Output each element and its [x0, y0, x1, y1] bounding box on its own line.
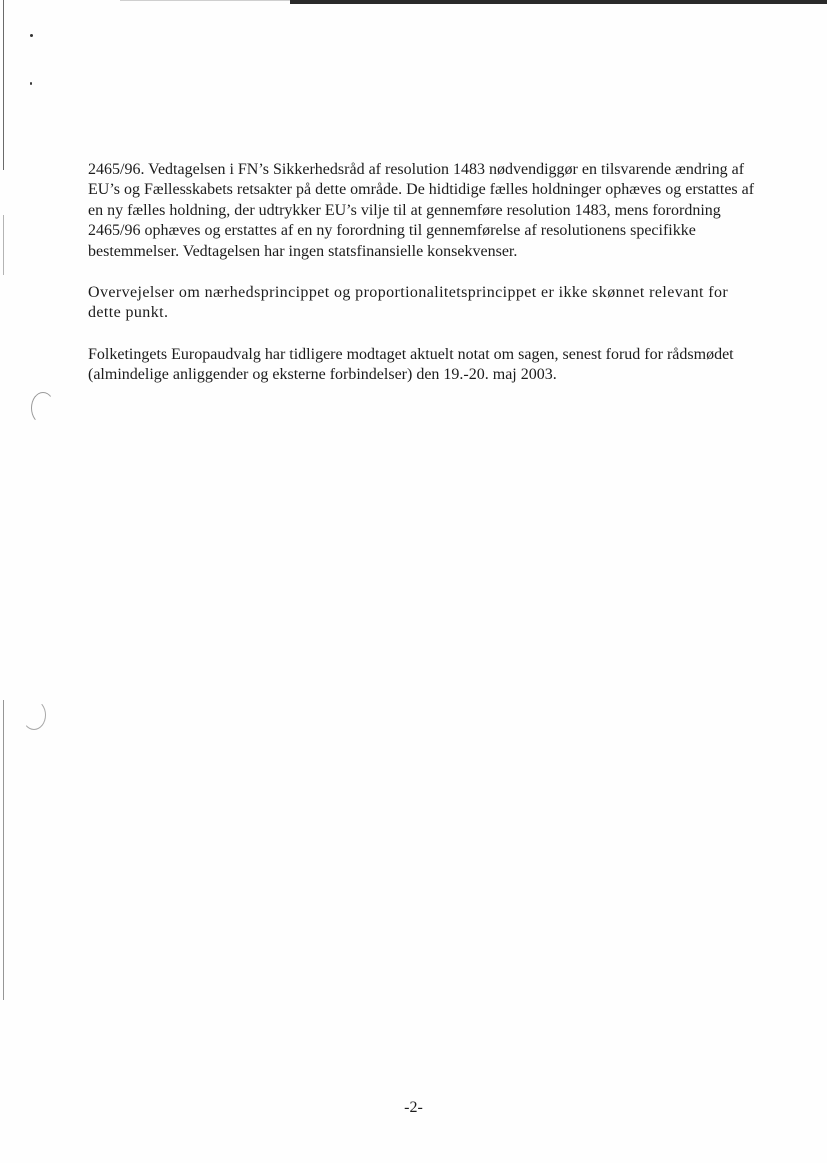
- punch-hole-mark: [31, 392, 55, 424]
- scan-artifact-top-rule: [290, 0, 827, 4]
- scan-artifact-dot: [30, 82, 32, 85]
- scan-artifact-left-edge: [3, 700, 4, 1000]
- document-body: [88, 160, 758, 386]
- paragraph-subsidiarity: Overvejelser om nærhedsprincippet og proportionalitetsprincippet er ikke skønnet relevant for dette punkt.: [88, 284, 729, 322]
- paragraph-resolution: 2465/96. Vedtagelsen i FN’s Sikkerhedsråd af resolution 1483 nødvendiggør en tilsvarende ændring af EU’s og Fællesskabets retsakter på dette område. De hidtidige fælles holdninger ophæves og erstattes af en ny fælles holdning, der udtrykker EU’s vilje til at gennemføre resolution 1483, mens forordning 2465/96 ophæves og erstattes af en ny forordning til gennemførelse af resolutionens specifikke bestemmelser. Vedtagelsen har ingen statsfinansielle konsekvenser.: [88, 161, 755, 260]
- scan-artifact-dot: [30, 34, 33, 37]
- scan-artifact-left-edge: [3, 0, 4, 170]
- page-number: -2-: [404, 1099, 423, 1116]
- scan-artifact-top-faint: [120, 0, 300, 1]
- punch-hole-mark: [22, 700, 46, 730]
- scan-artifact-left-edge: [3, 215, 4, 275]
- paragraph-committee: Folketingets Europaudvalg har tidligere modtaget aktuelt notat om sagen, senest forud for rådsmødet (almindelige anliggender og eksterne forbindelser) den 19.-20. maj 2003.: [88, 345, 734, 384]
